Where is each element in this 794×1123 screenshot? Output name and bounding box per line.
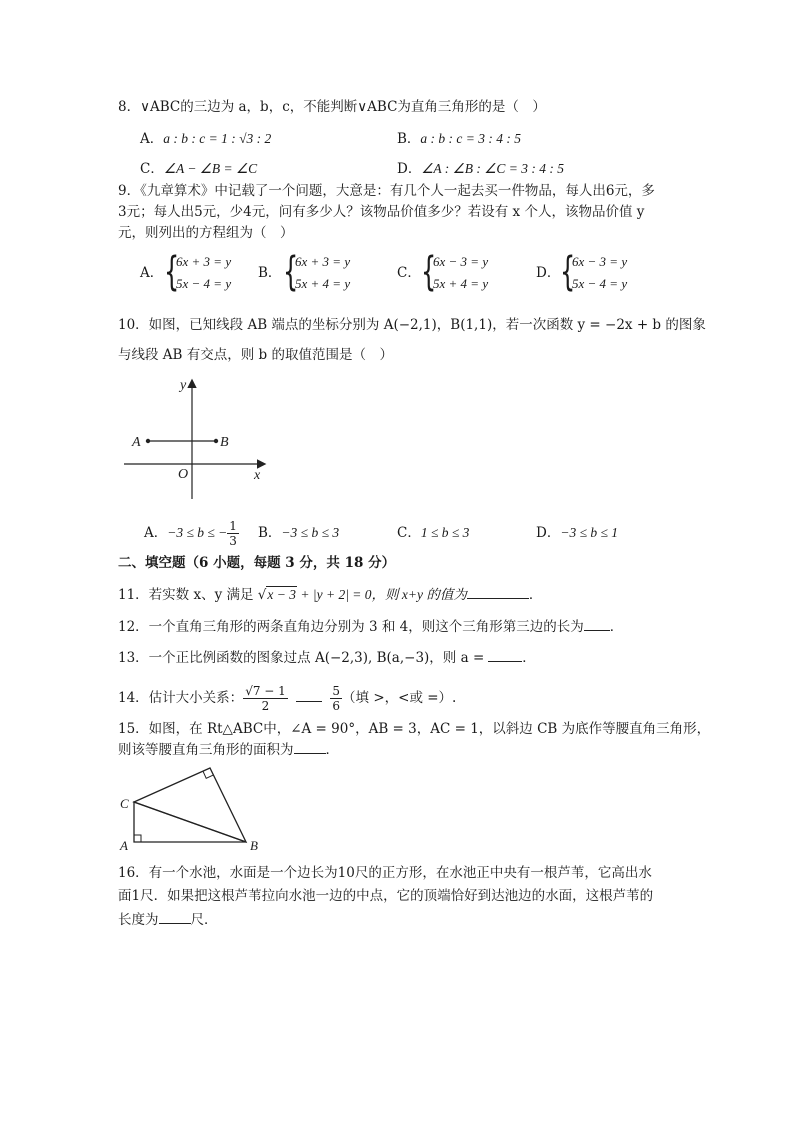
q9-option-b-letter: B．	[258, 265, 282, 281]
right-angle-mark-a	[134, 835, 141, 842]
q15-line-2: 则该等腰直角三角形的面积为 ．	[118, 742, 339, 758]
q13: 13．一个正比例函数的图象过点 A(−2,3), B(a,−3)，则 a = ．	[118, 650, 536, 666]
section-2-heading: 二、填空题（6 小题，每题 3 分，共 18 分）	[118, 555, 396, 571]
q12-answer-blank	[584, 617, 610, 631]
q15-line-1: 15．如图，在 Rt△ABC中，∠A = 90°，AB = 3，AC = 1，以斜边 CB 为底作等腰直角三角形，	[118, 721, 711, 737]
label-b: B	[250, 838, 258, 852]
q10-option-d: D．−3 ≤ b ≤ 1	[536, 525, 619, 541]
q9-line-2: 3元；每人出5元，少4元，问有多少人？该物品价值多少？若设有 x 个人，该物品价值 y	[118, 204, 645, 220]
q11: 11．若实数 x、y 满足 √x − 3 + |y + 2| = 0，则 x+y 的值为 ．	[118, 587, 543, 603]
q16-answer-blank	[159, 910, 191, 924]
q10-option-c: C．1 ≤ b ≤ 3	[397, 525, 470, 541]
origin-label: O	[178, 467, 189, 482]
q16-line-2: 面1尺．如果把这根芦苇拉向水池一边的中点，它的顶端恰好到达池边的水面，这根芦苇的	[118, 888, 654, 904]
q9-option-b-system: { 6x + 3 = y 5x + 4 = y	[283, 249, 351, 295]
q14-fraction-right: $\frac{5}{6}$	[332, 684, 341, 713]
q9-option-c-system: { 6x − 3 = y 5x + 4 = y	[421, 249, 489, 295]
q9-line-3: 元，则列出的方程组为（ ）	[118, 225, 294, 241]
q8-option-a: A．a : b : c = 1 : √3 : 2	[140, 131, 272, 147]
q10-line-1: 10．如图，已知线段 AB 端点的坐标分别为 A(−2,1)，B(1,1)，若一次函数 y = −2x + b 的图象	[118, 317, 706, 333]
q9-option-c-letter: C．	[397, 265, 421, 281]
y-axis-label: y	[180, 378, 187, 393]
q15-triangle-figure	[114, 762, 264, 852]
q8-stem: 8．∨ABC的三边为 a，b，c，不能判断∨ABC为直角三角形的是（ ）	[118, 99, 546, 115]
isosceles-right-triangle	[134, 768, 246, 842]
q12: 12．一个直角三角形的两条直角边分别为 3 和 4，则这个三角形第三边的长为 ．	[118, 619, 624, 635]
q9-option-a-system: { 6x + 3 = y 5x − 4 = y	[164, 249, 232, 295]
q10-line-2: 与线段 AB 有交点，则 b 的取值范围是（ ）	[118, 347, 393, 363]
q9-option-a-letter: A．	[140, 265, 164, 281]
q14-answer-blank	[296, 688, 322, 702]
q10-coordinate-figure	[118, 375, 278, 505]
point-b-label: B	[220, 435, 229, 450]
q9-option-d-letter: D．	[536, 265, 561, 281]
q10-option-b: B．−3 ≤ b ≤ 3	[258, 525, 340, 541]
q13-answer-blank	[488, 648, 522, 662]
q14-fraction-left: $\frac{√7 - 1}{2}$	[245, 684, 286, 713]
q8-option-c: C．∠A − ∠B = ∠C	[140, 161, 258, 177]
q9-line-1: 9．《九章算术》中记载了一个问题，大意是：有几个人一起去买一件物品，每人出6元，多	[118, 183, 655, 199]
label-a: A	[120, 838, 128, 852]
point-b	[214, 439, 218, 443]
point-a	[146, 439, 150, 443]
q10-option-a: A．−3 ≤ b ≤ − $\frac{1}{3}$	[144, 519, 237, 548]
q16-line-1: 16．有一个水池，水面是一个边长为10尺的正方形，在水池正中央有一根芦苇，它高出水	[118, 865, 652, 881]
label-c: C	[120, 796, 129, 811]
q9-option-d-system: { 6x − 3 = y 5x − 4 = y	[560, 249, 628, 295]
q14: 14．估计大小关系： $\frac{√7 - 1}{2}$ $\frac{5}{6}$ （填 >，<或 =）.	[118, 684, 457, 713]
x-axis-label: x	[254, 468, 261, 483]
q8-option-b: B．a : b : c = 3 : 4 : 5	[397, 131, 522, 147]
point-a-label: A	[132, 435, 141, 450]
q8-option-d: D．∠A : ∠B : ∠C = 3 : 4 : 5	[397, 161, 564, 177]
q11-answer-blank	[467, 585, 529, 599]
q16-line-3: 长度为 尺．	[118, 912, 218, 928]
q15-answer-blank	[294, 740, 326, 754]
